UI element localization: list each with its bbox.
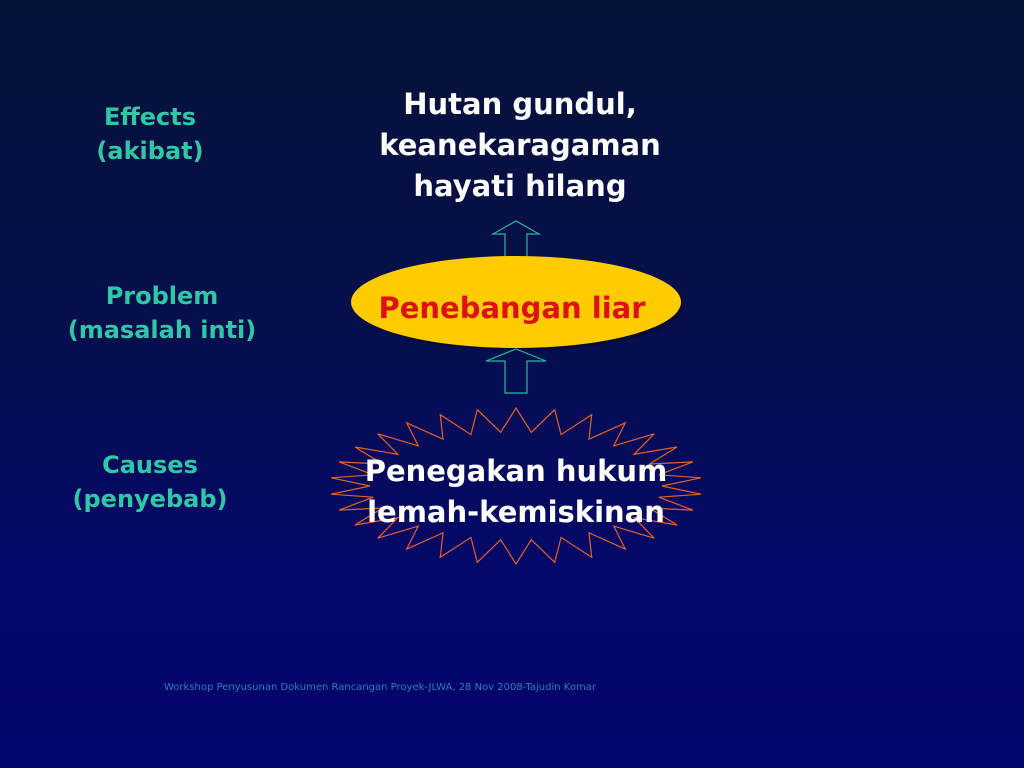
problem-label-line-1: Problem	[105, 282, 219, 310]
effect-line-2: keanekaragaman	[379, 128, 661, 162]
cause-line-1: Penegakan hukum	[364, 454, 668, 488]
causes-label-line-2: (penyebab)	[72, 485, 228, 513]
cause-line-2: lemah-kemiskinan	[367, 495, 665, 529]
cause-text	[336, 451, 696, 533]
effect-line-1: Hutan gundul,	[403, 87, 637, 121]
causes-label-line-1: Causes	[102, 451, 198, 479]
effects-label-line-1: Effects	[103, 103, 197, 131]
problem-text: Penebangan liar	[378, 291, 646, 325]
footer-text: Workshop Penyusunan Dokumen Rancangan Proyek-JLWA, 28 Nov 2008-Tajudin Komar	[164, 682, 596, 693]
problem-label-line-2: (masalah inti)	[67, 316, 257, 344]
arrow-up-to-problem	[486, 349, 546, 393]
effect-line-3: hayati hilang	[413, 169, 627, 203]
effects-label-line-2: (akibat)	[96, 137, 204, 165]
